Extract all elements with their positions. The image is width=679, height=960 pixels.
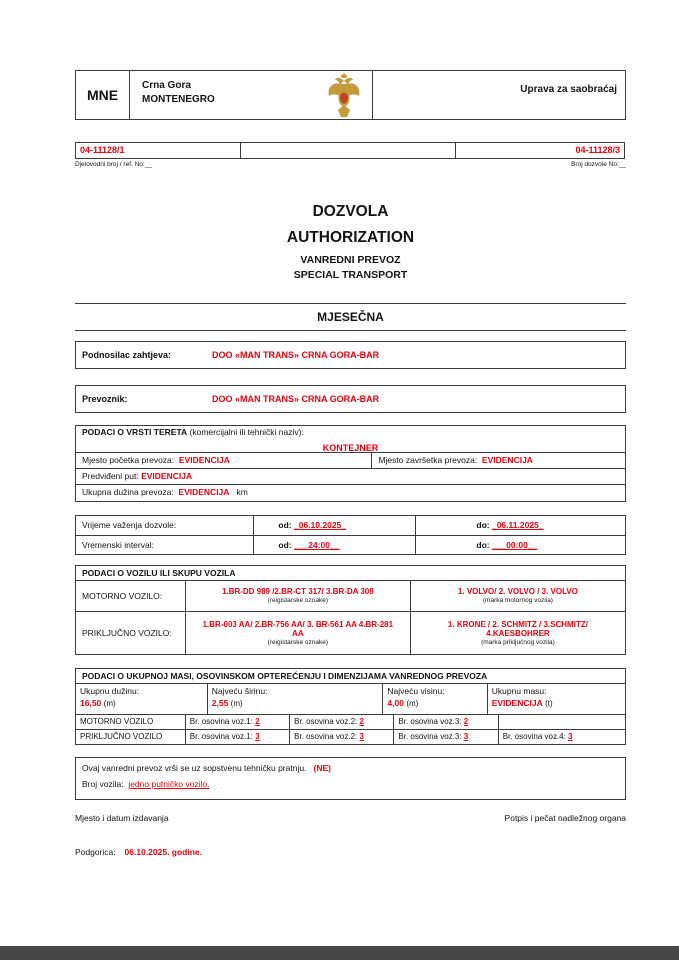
mass-section [75,668,626,745]
validity-interval-label: Vremenski interval: [82,539,154,550]
motor-axle-2-label: Br. osovina voz.2: [294,717,358,727]
trailer-axle-4 [499,730,625,744]
cargo-route-value: EVIDENCIJA [141,471,193,482]
cargo-distance-row [76,484,625,500]
cargo-type-row [76,426,625,452]
ref-number-caption: Djelovodni broj / ref. No:__ [75,161,152,168]
period-band [75,303,626,331]
cargo-end-cell [372,453,625,468]
motor-axle-1-value: 2 [255,717,260,727]
validity-from-label: od: [278,520,292,531]
trailer-axle-2-value: 3 [359,732,364,742]
title-main-en: AUTHORIZATION [286,229,415,246]
motor-axle-1-label: Br. osovina voz.1: [189,717,253,727]
cargo-distance-value: EVIDENCIJA [178,487,230,498]
trailer-brands-cell [411,612,625,654]
montenegro-coat-of-arms-icon [326,73,362,124]
carrier-value: DOO «MAN TRANS» CRNA GORA-BAR [212,393,380,404]
carrier-section [75,385,626,413]
dim-mass-value: EVIDENCIJA [491,698,543,709]
authority-block [373,71,625,119]
dim-height-label: Najveću visinu: [387,686,445,696]
title-sub: VANREDNI PREVOZ [300,254,401,266]
cargo-start-value: EVIDENCIJA [178,455,230,466]
dim-height-unit: (m) [406,699,419,709]
country-code-text: MNE [86,86,119,103]
trailer-vehicle-label: PRIKLJUČNO VOZILO: [76,612,186,654]
country-name-english: MONTENEGRO [142,93,215,105]
title-sub-en: SPECIAL TRANSPORT [293,269,408,281]
cargo-end-value: EVIDENCIJA [481,455,533,466]
cargo-route-label: Predviđeni put: [82,471,139,482]
dim-width-label: Najveću širinu: [211,686,268,696]
validity-interval-to-cell [416,536,625,554]
cargo-start-cell [76,453,372,468]
validity-to-label: do: [476,520,490,531]
permit-number-box [455,142,625,159]
country-code [76,71,130,119]
validity-interval-to: ___00:00__ [491,539,538,550]
trailer-brands-caption: (marka priključnog vozila) [481,638,555,646]
escort-vehicles-label: Broj vozila: [82,779,124,790]
validity-interval-row [76,535,625,554]
motor-axle-2 [290,715,394,729]
header [75,70,626,120]
motor-axle-2-value: 2 [359,717,364,727]
cargo-places-row [76,452,625,468]
mass-section-title: PODACI O UKUPNOJ MASI, OSOVINSKOM OPTEREĆENJU I DIMENZIJAMA VANREDNOG PREVOZA [76,669,625,684]
motor-axles-label: MOTORNO VOZILO [76,715,186,729]
trailer-axle-4-value: 3 [568,732,573,742]
permit-number-caption: Broj dozvole No:__ [571,161,626,168]
ref-number: 04-11128/1 [80,145,125,156]
motor-axle-3-value: 2 [463,717,469,727]
validity-interval-from: ___24:00__ [294,539,340,550]
trailer-axles-label: PRIKLJUČNO VOZILO [76,730,186,744]
escort-vehicles-value: jedno putničko vozilo. [128,779,210,790]
trailer-plates-cell [186,612,411,654]
vehicles-section [75,565,626,655]
issue-place: Podgorica: [75,847,116,857]
motor-plates-cell [186,581,411,611]
dim-length-value: 16,50 [80,698,102,709]
trailer-plates-caption: (reigistarske oznake) [267,638,328,646]
motor-vehicle-label: MOTORNO VOZILO: [76,581,186,611]
dim-width-cell [208,684,384,714]
motor-plates: 1.BR-DD 989 /2.BR-CT 317/ 3.BR-DA 308 [221,587,374,597]
trailer-axles-row [76,729,625,744]
ref-number-box [75,142,241,159]
motor-axle-3 [394,715,498,729]
trailer-axle-1 [186,730,290,744]
issue-place-date-row [75,841,626,860]
validity-period-label-cell [76,516,254,535]
motor-brands: 1. VOLVO/ 2. VOLVO / 3. VOLVO [457,587,578,597]
motor-axles-row [76,714,625,729]
cargo-section-subtitle: (komercijalni ili tehnički naziv): [189,427,304,437]
applicant-label: Podnosilac zahtjeva: [82,349,172,360]
dim-mass-label: Ukupnu masu: [491,686,547,696]
dim-length-label: Ukupnu dužinu: [80,686,140,696]
footer-bar [0,946,679,960]
document-content [75,0,626,960]
issue-date: 06.10.2025. godine. [124,847,203,857]
issue-place-date-label: Mjesto i datum izdavanja [75,813,169,823]
dim-width-unit: (m) [230,699,243,709]
cargo-start-label: Mjesto početka prevoza: [82,455,175,466]
cargo-name: KONTEJNER [322,443,379,454]
validity-section [75,515,626,555]
interval-to-label: do: [476,539,490,550]
trailer-brands: 1. KRONE / 2. SCHMITZ / 3.SCHMITZ/ 4.KAESBOHRER [447,619,588,639]
dim-width-value: 2,55 [211,698,229,709]
validity-period-to: _06.11.2025_ [491,520,544,531]
permit-number: 04-11128/3 [575,145,620,156]
trailer-axle-4-label: Br. osovina voz.4: [502,732,566,742]
escort-section [75,757,626,800]
validity-period-label: Vrijeme važenja dozvole: [82,520,177,531]
issue-labels-row [75,813,626,823]
country-name-local: Crna Gora [142,80,191,91]
dim-height-value: 4,00 [387,698,404,709]
trailer-axle-2-label: Br. osovina voz.2: [294,732,358,742]
issue-signature-label: Potpis i pečat nadležnog organa [504,813,626,823]
dim-length-cell [76,684,208,714]
validity-period-from-cell [254,516,416,535]
period-type: MJESEČNA [317,309,384,324]
motor-brands-cell [411,581,625,611]
trailer-axle-1-label: Br. osovina voz.1: [189,732,253,742]
escort-answer: (NE) [313,763,331,773]
trailer-axle-3 [394,730,498,744]
dim-mass-unit: (t) [545,699,553,709]
validity-interval-from-cell [254,536,416,554]
dim-height-cell [383,684,487,714]
motor-axle-empty [499,715,625,729]
trailer-axle-1-value: 3 [255,732,260,742]
trailer-axle-3-value: 3 [463,732,469,742]
motor-brands-caption: (marka motornog vozila) [482,596,553,604]
motor-vehicle-row [76,581,625,611]
cargo-section [75,425,626,502]
reference-row [75,142,626,159]
reference-captions [75,161,626,169]
dim-mass-cell [488,684,625,714]
interval-from-label: od: [278,539,292,550]
trailer-plates: 1.BR-003 AA/ 2.BR-756 AA/ 3. BR-561 AA 4.BR-281 AA [202,619,394,639]
validity-period-to-cell [416,516,625,535]
cargo-distance-label: Ukupna dužina prevoza: [82,487,174,498]
motor-axle-3-label: Br. osovina voz.3: [398,717,462,727]
validity-interval-label-cell [76,536,254,554]
validity-period-from: _06.10.2025_ [294,520,347,531]
title-main: DOZVOLA [312,203,389,220]
authority-name: Uprava za saobraćaj [520,84,617,95]
trailer-axle-3-label: Br. osovina voz.3: [398,732,462,742]
motor-axle-1 [186,715,290,729]
motor-plates-caption: (reigistarske oznake) [267,596,328,604]
escort-statement: Ovaj vanredni prevoz vrši se uz sopstvenu tehničku pratnju. [82,763,307,773]
cargo-route-row [76,468,625,484]
vehicles-section-title: PODACI O VOZILU ILI SKUPU VOZILA [76,566,625,581]
carrier-label: Prevoznik: [82,393,128,404]
cargo-end-label: Mjesto završetka prevoza: [378,455,478,466]
trailer-vehicle-row [76,611,625,654]
applicant-section [75,341,626,369]
ref-empty-box [240,142,456,159]
cargo-section-title: PODACI O VRSTI TERETA [82,427,188,437]
dim-length-unit: (m) [103,699,116,709]
dimensions-row [76,684,625,714]
trailer-axle-2 [290,730,394,744]
cargo-distance-unit: km [236,487,248,498]
applicant-value: DOO «MAN TRANS» CRNA GORA-BAR [212,349,380,360]
validity-period-row [76,516,625,535]
